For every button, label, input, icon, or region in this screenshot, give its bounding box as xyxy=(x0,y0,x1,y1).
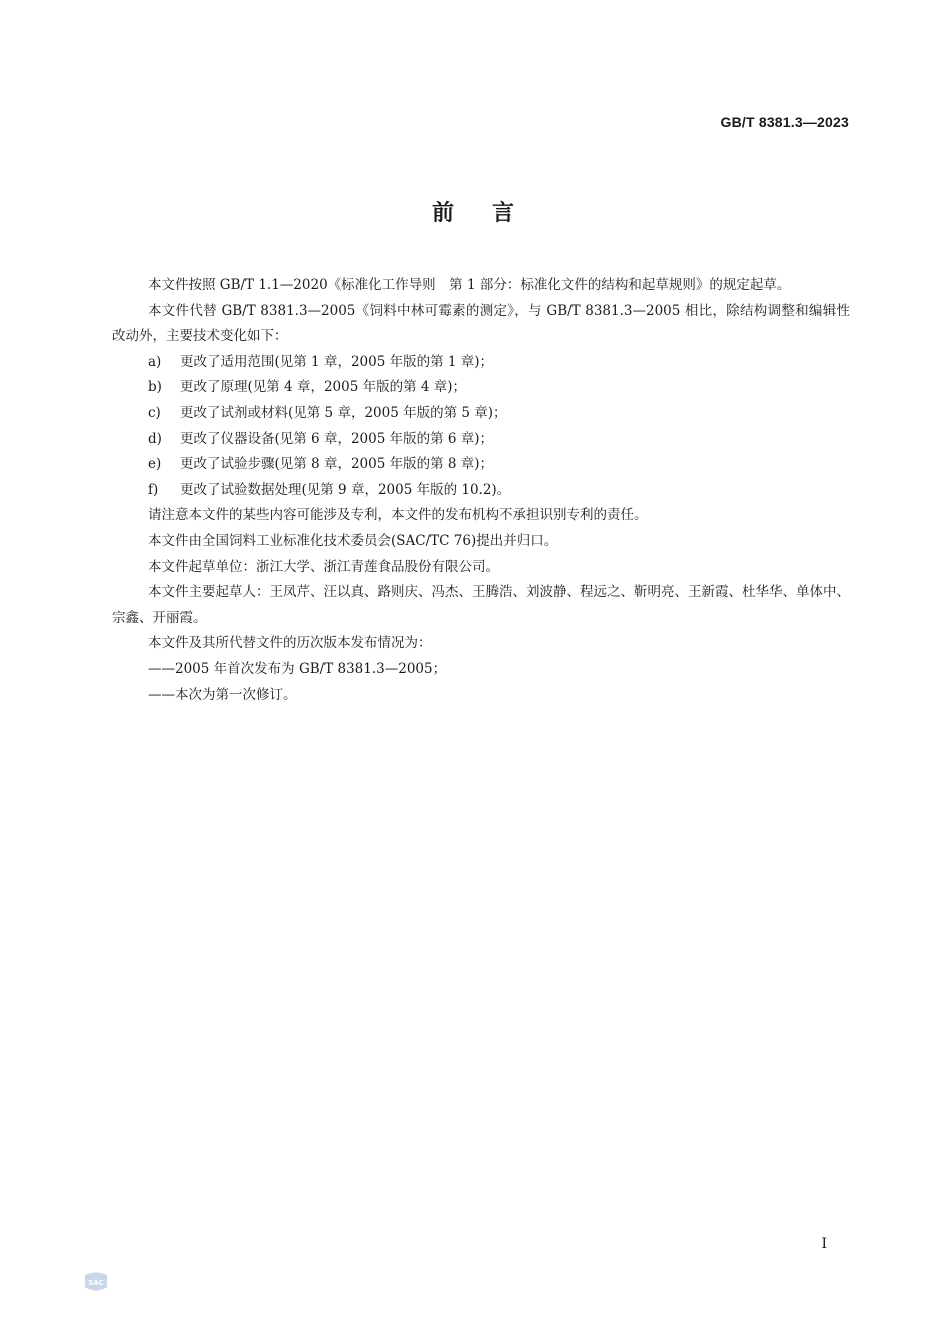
list-item-text: 更改了适用范围(见第 1 章，2005 年版的第 1 章)； xyxy=(180,353,494,370)
paragraph-replacement: 本文件代替 GB/T 8381.3—2005《饲料中林可霉素的测定》，与 GB/T 8381.3—2005 相比，除结构调整和编辑性改动外，主要技术变化如下： xyxy=(112,302,850,345)
list-item-text: 更改了原理(见第 4 章，2005 年版的第 4 章)； xyxy=(180,379,467,396)
list-item-text: 更改了试验数据处理(见第 9 章，2005 年版的 10.2)。 xyxy=(180,481,511,498)
list-item xyxy=(112,478,850,504)
list-marker: d) xyxy=(148,430,162,447)
list-item xyxy=(112,452,850,478)
paragraph-drafting-rule: 本文件按照 GB/T 1.1—2020《标准化工作导则 第 1 部分：标准化文件的结构和起草规则》的规定起草。 xyxy=(148,277,791,293)
list-item xyxy=(112,401,850,427)
list-item-text: 更改了仪器设备(见第 6 章，2005 年版的第 6 章)； xyxy=(180,430,494,447)
list-marker: c) xyxy=(148,404,161,421)
list-item-text: 更改了试验步骤(见第 8 章，2005 年版的第 8 章)； xyxy=(180,456,494,473)
paragraph-drafters: 本文件主要起草人：王凤芹、汪以真、路则庆、冯杰、王腾浩、刘波静、程远之、靳明亮、王新霞、杜华华、单体中、宗鑫、开丽霞。 xyxy=(112,584,850,626)
foreword-body xyxy=(112,273,850,708)
list-item xyxy=(112,427,850,453)
list-item: ——2005 年首次发布为 GB/T 8381.3—2005； xyxy=(148,660,447,677)
sac-logo-icon xyxy=(82,1271,110,1293)
page-number: I xyxy=(821,1236,827,1252)
list-item: ——本次为第一次修订。 xyxy=(148,686,297,703)
list-marker: f) xyxy=(148,481,159,498)
list-marker: e) xyxy=(148,456,162,473)
list-item xyxy=(112,350,850,376)
version-history-list xyxy=(112,657,850,708)
paragraph-history-intro: 本文件及其所代替文件的历次版本发布情况为： xyxy=(148,635,432,652)
technical-changes-list xyxy=(112,350,850,504)
list-item-text: 更改了试剂或材料(见第 5 章，2005 年版的第 5 章)； xyxy=(180,404,507,421)
list-marker: b) xyxy=(148,379,162,396)
svg-text:SAC: SAC xyxy=(88,1279,104,1287)
paragraph-patent-notice: 请注意本文件的某些内容可能涉及专利，本文件的发布机构不承担识别专利的责任。 xyxy=(148,507,648,524)
list-marker: a) xyxy=(148,353,162,370)
paragraph-proposer: 本文件由全国饲料工业标准化技术委员会(SAC/TC 76)提出并归口。 xyxy=(148,532,558,549)
list-item xyxy=(112,375,850,401)
page-title: 前言 xyxy=(431,201,552,226)
paragraph-drafting-units: 本文件起草单位：浙江大学、浙江青莲食品股份有限公司。 xyxy=(148,558,499,575)
document-code: GB/T 8381.3—2023 xyxy=(720,114,849,130)
